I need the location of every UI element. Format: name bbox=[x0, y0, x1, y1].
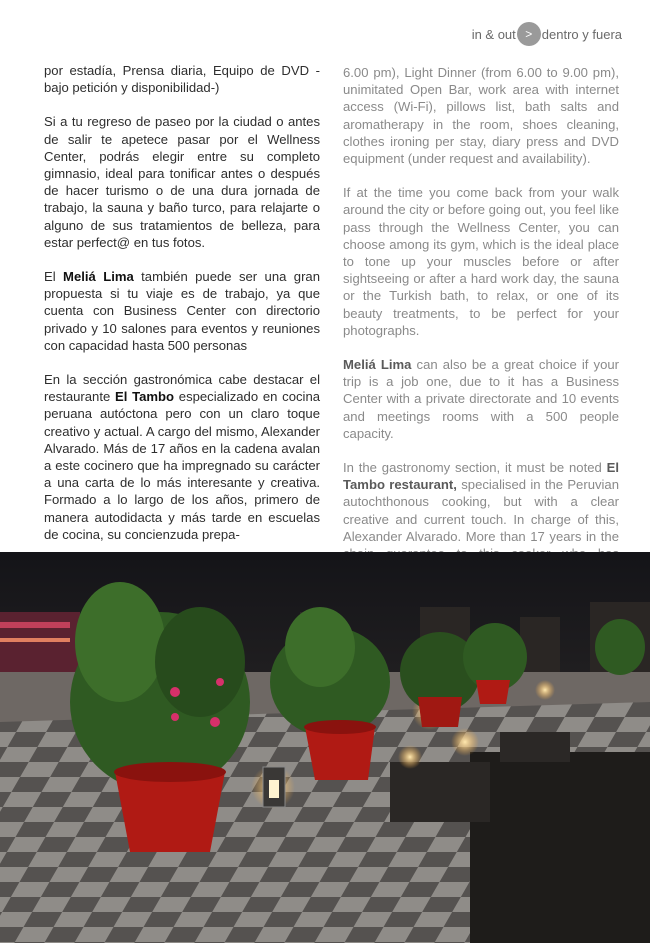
restaurant-name: El Tambo restaurant, bbox=[343, 460, 619, 493]
paragraph: En la sección gastronómica cabe destacar el restaurante El Tambo especializado en cocina peruana autóctona pero con un claro toque creativo y actual. A cargo del mismo, Alexander Alvarado. Más de 17 años en la cadena avalan a este cocinero que ha impregnado su carácter a una carta de lo más interesante y creativa. Formado a lo largo de los años, primero de manera autodidacta y más tarde en escuelas de cocina, su concienzuda prepa- bbox=[44, 372, 321, 542]
spanish-text-column bbox=[44, 62, 320, 560]
paragraph: In the gastronomy section, it must be noted El Tambo restaurant, specialised in the Peruvian autochthonous cooking, but with a clear creative and current touch. In charge of this, Alexander Alvarado. More than 17 years in the bbox=[343, 460, 620, 544]
terrace-photo bbox=[0, 552, 650, 943]
hotel-name: Meliá Lima bbox=[63, 269, 134, 285]
english-text-column bbox=[343, 64, 619, 596]
restaurant-name: El Tambo bbox=[114, 389, 175, 405]
paragraph: 6.00 pm), Light Dinner (from 6.00 to 9.00 pm), unimitated Open Bar, work area with internet access (Wi-Fi), pillows list, bath salts and aromatherapy in the room, shoes cleaning, clothes ironing per stay, diary press and DVD equipment (under request and availability). bbox=[343, 65, 619, 167]
hotel-name: Meliá Lima bbox=[343, 357, 412, 373]
paragraph: Meliá Lima can also be a great choice if your trip is a job one, due to it has a Business Center with a private directorate and 10 events and meetings rooms with a 500 people capacity. bbox=[343, 357, 619, 441]
paragraph: Si a tu regreso de paseo por la ciudad o antes de salir te apetece pasar por el Wellness Center, podrás elegir entre su completo gimnasio, ideal para tonificar antes o después de hacer turismo o de una dura jornada de trabajo, la sauna y baño turco, para relajarte o alguno de sus tratamientos de belleza, para estar perfect@ en tus fotos. bbox=[44, 114, 320, 250]
section-label-english: in & out bbox=[471, 26, 516, 42]
page-header bbox=[472, 22, 622, 46]
section-label-spanish: dentro y fuera bbox=[541, 26, 622, 42]
night-terrace-illustration bbox=[0, 552, 650, 943]
paragraph: por estadía, Prensa diaria, Equipo de DVD -bajo petición y disponibilidad-) bbox=[44, 63, 320, 96]
paragraph: El Meliá Lima también puede ser una gran propuesta si tu viaje es de trabajo, ya que cuenta con Business Center con directorio privado y 10 salones para eventos y reuniones con capacidad hasta 500 personas bbox=[44, 269, 320, 353]
paragraph: If at the time you come back from your walk around the city or before going out, you feel like pass through the Wellness Center, you can choose among its gym, which is the ideal place to tone up your muscles before or after sightseeing or after a hard work day, the sauna or the Turkish bath, to relax, or one of its beauty treatments, to be perfect for your photographs. bbox=[343, 185, 619, 338]
section-separator-icon: > bbox=[517, 22, 541, 46]
